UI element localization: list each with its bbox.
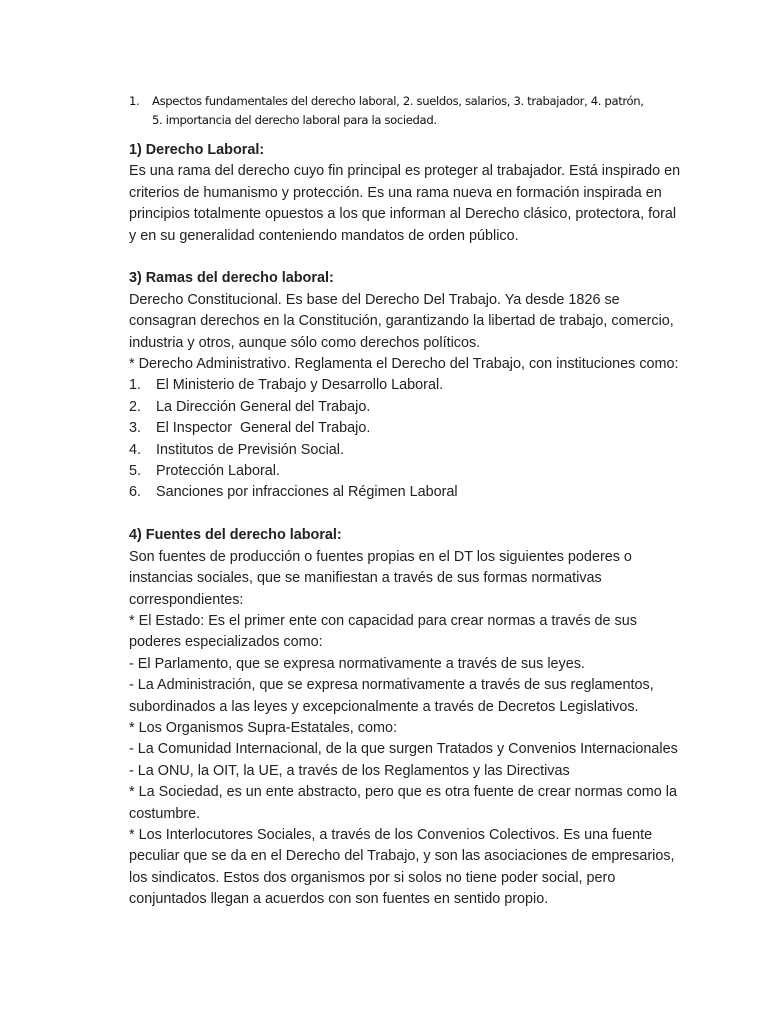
intro-line [129, 92, 689, 111]
list-item-text: Protección Laboral. [156, 463, 280, 480]
list-item-number: 5. [129, 463, 142, 480]
paragraph-line: - La Administración, que se expresa normativamente a través de sus reglamentos, [129, 677, 654, 694]
list-item-number: 1. [129, 377, 142, 394]
paragraph-line: principios totalmente opuestos a los que informan al Derecho clásico, protectora, foral [129, 206, 677, 223]
list-item [129, 482, 669, 503]
list-item-number: 3. [129, 420, 142, 437]
paragraph-line: * La Sociedad, es un ente abstracto, pero que es otra fuente de crear normas como la [129, 784, 677, 801]
list-item-text: La Dirección General del Trabajo. [156, 398, 371, 415]
intro-number: 1. [129, 94, 140, 108]
list-item-text: El Ministerio de Trabajo y Desarrollo Laboral. [156, 377, 444, 394]
list-item [129, 461, 669, 482]
paragraph-line: subordinados a las leyes y excepcionalmente a través de Decretos Legislativos. [129, 698, 639, 715]
list-item [129, 418, 669, 439]
list-item [129, 375, 669, 396]
paragraph-line: y en su generalidad conteniendo mandatos de orden público. [129, 227, 519, 244]
list-item-text: Institutos de Previsión Social. [156, 441, 344, 458]
paragraph-line: Derecho Constitucional. Es base del Derecho Del Trabajo. Ya desde 1826 se [129, 291, 620, 308]
paragraph-line: poderes especializados como: [129, 634, 323, 651]
paragraph-line: criterios de humanismo y protección. Es una rama nueva en formación inspirada en [129, 184, 662, 201]
section-paragraph [129, 290, 679, 376]
list-item-number: 2. [129, 398, 142, 415]
paragraph-line: - La Comunidad Internacional, de la que surgen Tratados y Convenios Internacionales [129, 741, 678, 758]
section-paragraph [129, 547, 678, 911]
section-paragraph [129, 161, 681, 247]
section-fuentes [129, 525, 678, 910]
section-heading: 3) Ramas del derecho laboral: [129, 270, 334, 287]
paragraph-line: Es una rama del derecho cuyo fin principal es proteger al trabajador. Está inspirado en [129, 163, 681, 180]
section-derecho-laboral [129, 140, 681, 247]
paragraph-line: costumbre. [129, 805, 201, 822]
paragraph-line: peculiar que se da en el Derecho del Trabajo, y son las asociaciones de empresarios, [129, 848, 675, 865]
paragraph-line: correspondientes: [129, 591, 244, 608]
section-ramas [129, 268, 679, 503]
list-item [129, 397, 669, 418]
paragraph-line: * Derecho Administrativo. Reglamenta el Derecho del Trabajo, con instituciones como: [129, 356, 679, 373]
list-item-number: 4. [129, 441, 142, 458]
paragraph-line: * Los Interlocutores Sociales, a través de los Convenios Colectivos. Es una fuente [129, 826, 653, 843]
paragraph-line: - El Parlamento, que se expresa normativamente a través de sus leyes. [129, 655, 585, 672]
paragraph-line: consagran derechos en la Constitución, garantizando la libertad de trabajo, comercio, [129, 313, 674, 330]
paragraph-line: los sindicatos. Estos dos organismos por si solos no tiene poder social, pero [129, 869, 616, 886]
section-heading: 4) Fuentes del derecho laboral: [129, 527, 342, 544]
paragraph-line: Son fuentes de producción o fuentes propias en el DT los siguientes poderes o [129, 548, 632, 565]
paragraph-line: - La ONU, la OIT, la UE, a través de los Reglamentos y las Directivas [129, 762, 570, 779]
paragraph-line: * El Estado: Es el primer ente con capacidad para crear normas a través de sus [129, 612, 637, 629]
list-item-text: El Inspector General del Trabajo. [156, 420, 371, 437]
paragraph-line: * Los Organismos Supra-Estatales, como: [129, 719, 397, 736]
paragraph-line: conjuntados llegan a acuerdos con son fuentes en sentido propio. [129, 891, 549, 908]
section-heading: 1) Derecho Laboral: [129, 142, 265, 158]
list-item-text: Sanciones por infracciones al Régimen Laboral [156, 484, 458, 501]
list-item-number: 6. [129, 484, 142, 501]
paragraph-line: instancias sociales, que se manifiestan a través de sus formas normativas [129, 570, 602, 587]
institutions-list [129, 375, 669, 503]
intro-text-line-1: Aspectos fundamentales del derecho laboral, 2. sueldos, salarios, 3. trabajador, 4. patrón, [152, 94, 644, 108]
intro-text-line-2: 5. importancia del derecho laboral para la sociedad. [152, 113, 437, 127]
paragraph-line: industria y otros, aunque sólo como derechos políticos. [129, 334, 481, 351]
list-item [129, 440, 669, 461]
document-body [129, 140, 681, 932]
intro-question [129, 92, 689, 130]
